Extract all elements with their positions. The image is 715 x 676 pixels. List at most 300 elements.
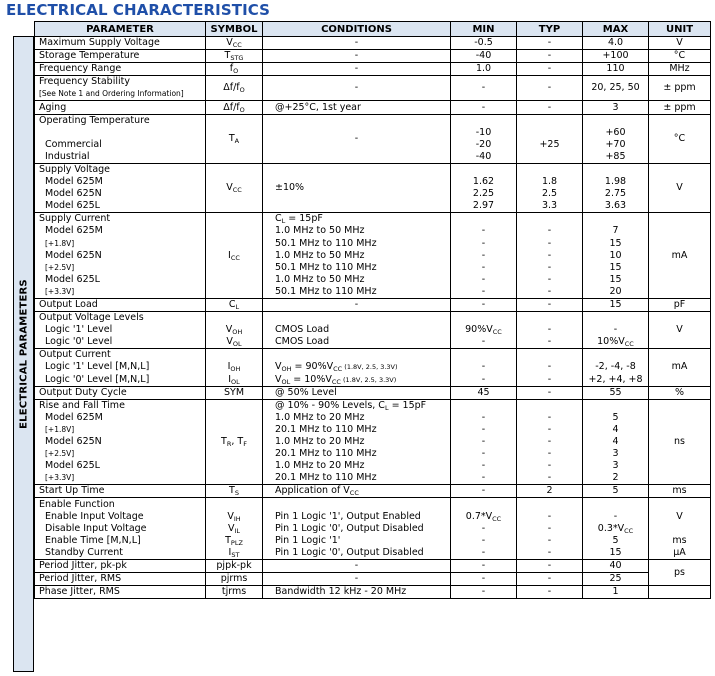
max-cell (583, 262, 649, 274)
subscript: L (384, 403, 389, 412)
cell-note: 50.1 MHz to 110 MHz (275, 237, 377, 249)
max-cell (583, 472, 649, 485)
typ-cell: - (517, 460, 583, 472)
unit-cell: ± ppm (649, 101, 711, 114)
max-cell (583, 485, 649, 498)
parameter-cell: Logic '1' Level (35, 324, 206, 336)
table-row (35, 424, 711, 436)
unit-cell: ms (649, 485, 711, 498)
subscript: CC (333, 365, 343, 374)
typ-cell: - (517, 559, 583, 572)
table-row (35, 535, 711, 547)
parameter-cell: Disable Input Voltage (35, 523, 206, 535)
parameter-cell: Standby Current (35, 547, 206, 560)
cell-note: ±10% (275, 182, 305, 194)
cell-note: 4 (612, 436, 619, 448)
max-cell (583, 523, 649, 535)
unit-cell: % (649, 386, 711, 399)
max-cell (583, 312, 649, 325)
cell-note: - (354, 132, 359, 144)
table-row (35, 250, 711, 262)
cell-note: T (229, 485, 235, 497)
min-cell (451, 200, 517, 213)
symbol-cell (206, 523, 263, 535)
max-cell (583, 498, 649, 511)
cell-note: 1.0 MHz to 20 MHz (275, 411, 365, 423)
symbol-cell (206, 37, 263, 50)
typ-cell: - (517, 324, 583, 336)
unit-cell: ns (649, 399, 711, 485)
cell-note: V (226, 336, 233, 348)
sidebar-label: ELECTRICAL PARAMETERS (18, 279, 29, 429)
cell-note: 20.1 MHz to 110 MHz (275, 423, 377, 435)
subscript: PLZ (230, 538, 243, 547)
table-row (35, 274, 711, 286)
min-cell (451, 101, 517, 114)
cell-note: I (228, 249, 231, 261)
cell-note: (1.8V, 2.5, 3.3V) (342, 363, 398, 372)
symbol-cell (206, 386, 263, 399)
parameter-cell: [See Note 1 and Ordering Information] (35, 88, 206, 101)
cell-note: Bandwidth 12 kHz - 20 MHz (275, 586, 407, 598)
condition-cell (263, 312, 451, 325)
max-cell (583, 547, 649, 560)
parameter-cell: Model 625N (35, 250, 206, 262)
parameter-cell: Model 625L (35, 274, 206, 286)
typ-cell: - (517, 573, 583, 586)
table-row (35, 76, 711, 89)
typ-cell: - (517, 101, 583, 114)
cell-note: tjrms (221, 586, 247, 598)
cell-note: - (481, 546, 486, 558)
min-cell (451, 586, 517, 599)
typ-cell: - (517, 523, 583, 535)
typ-cell: - (517, 424, 583, 436)
typ-cell: - (517, 586, 583, 599)
cell-note: - (481, 559, 486, 571)
cell-note: 15 (609, 273, 622, 285)
table-row (35, 374, 711, 387)
typ-cell (517, 151, 583, 164)
cell-note: 20.1 MHz to 110 MHz (275, 472, 377, 484)
cell-note: V (227, 510, 234, 522)
condition-cell (263, 101, 451, 114)
unit-cell: V (649, 37, 711, 50)
unit-cell: mA (649, 213, 711, 299)
cell-note: Δf/f (223, 101, 240, 113)
condition-cell (263, 76, 451, 101)
table-row (35, 547, 711, 560)
max-cell (583, 535, 649, 547)
max-cell (583, 238, 649, 250)
cell-note: 20, 25, 50 (591, 82, 640, 94)
cell-note: -40 (475, 50, 492, 62)
table-row (35, 361, 711, 373)
max-cell (583, 225, 649, 237)
min-cell (451, 485, 517, 498)
symbol-cell (206, 361, 263, 373)
max-cell (583, 127, 649, 139)
min-cell (451, 559, 517, 572)
cell-note: - (481, 373, 486, 385)
cell-note: 5 (612, 411, 619, 423)
parameter-cell: Model 625M (35, 412, 206, 424)
table-row (35, 448, 711, 460)
unit-cell: V (649, 498, 711, 535)
condition-cell (263, 559, 451, 572)
table-row (35, 50, 711, 63)
parameter-cell: Enable Input Voltage (35, 511, 206, 523)
cell-note: T (224, 50, 231, 62)
parameter-cell: Period Jitter, pk-pk (35, 559, 206, 572)
table-row (35, 37, 711, 50)
cell-note: - (481, 460, 486, 472)
table-row (35, 386, 711, 399)
table-row (35, 225, 711, 237)
typ-cell: 3.3 (517, 200, 583, 213)
table-row (35, 262, 711, 274)
typ-cell: - (517, 547, 583, 560)
cell-note: - (481, 299, 486, 311)
min-cell (451, 460, 517, 472)
typ-cell: - (517, 336, 583, 349)
cell-note: Pin 1 Logic '1' (275, 534, 341, 546)
subscript: R (226, 440, 232, 449)
max-cell (583, 511, 649, 523)
typ-cell: - (517, 535, 583, 547)
cell-note: V (275, 373, 282, 385)
cell-note: - (481, 534, 486, 546)
symbol-cell (206, 63, 263, 76)
cell-note: 5 (612, 485, 619, 497)
condition-cell (263, 586, 451, 599)
max-cell (583, 412, 649, 424)
min-cell (451, 349, 517, 362)
parameter-cell: Maximum Supply Voltage (35, 37, 206, 50)
symbol-cell (206, 213, 263, 299)
symbol-cell (206, 336, 263, 349)
parameter-cell: Logic '0' Level [M,N,L] (35, 374, 206, 387)
cell-note: 110 (606, 63, 625, 75)
min-cell (451, 238, 517, 250)
typ-cell (517, 114, 583, 127)
parameter-cell: Output Voltage Levels (35, 312, 206, 325)
table-row (35, 436, 711, 448)
condition-cell (263, 225, 451, 237)
cell-note: = 90%V (291, 361, 334, 373)
cell-note: 1 (612, 586, 619, 598)
max-cell (583, 37, 649, 50)
typ-cell: - (517, 274, 583, 286)
unit-cell: ps (649, 559, 711, 585)
symbol-cell (206, 485, 263, 498)
parameter-cell: Model 625M (35, 176, 206, 188)
parameter-cell: Model 625N (35, 436, 206, 448)
cell-note: I (227, 361, 231, 373)
subscript: CC (624, 340, 634, 349)
max-cell (583, 50, 649, 63)
table-row (35, 399, 711, 412)
cell-note: 15 (609, 299, 622, 311)
cell-note: 2 (612, 472, 619, 484)
cell-note: 40 (609, 559, 622, 571)
symbol-cell (206, 399, 263, 485)
cell-note: +100 (602, 50, 629, 62)
symbol-cell (206, 547, 263, 560)
subscript: CC (624, 526, 634, 535)
max-cell (583, 139, 649, 151)
min-cell (451, 151, 517, 164)
cell-note: - (354, 63, 359, 75)
cell-note: 10%V (597, 336, 625, 348)
unit-cell: °C (649, 114, 711, 163)
table-row (35, 559, 711, 572)
condition-cell (263, 50, 451, 63)
cell-note: 15 (609, 261, 622, 273)
table-row (35, 213, 711, 226)
parameter-cell: Model 625L (35, 200, 206, 213)
header-typ: TYP (517, 22, 583, 37)
parameter-cell: Start Up Time (35, 485, 206, 498)
table-row (35, 324, 711, 336)
cell-note: - (613, 324, 618, 336)
cell-note: +70 (605, 138, 626, 150)
cell-note: 7 (612, 225, 619, 237)
cell-note: V (225, 324, 233, 336)
cell-note: - (354, 37, 359, 49)
typ-cell (517, 498, 583, 511)
parameter-cell: [+3.3V] (35, 472, 206, 485)
subscript: OH (230, 365, 241, 374)
header-min: MIN (451, 22, 517, 37)
typ-cell: 2.5 (517, 188, 583, 200)
parameter-cell: Enable Time [M,N,L] (35, 535, 206, 547)
cell-note: , T (231, 436, 244, 448)
symbol-cell (206, 535, 263, 547)
cell-note: - (354, 50, 359, 62)
cell-note: V (275, 361, 282, 373)
parameter-cell: [+1.8V] (35, 238, 206, 250)
table-row (35, 238, 711, 250)
cell-note: @ 10% - 90% Levels, C (275, 399, 385, 411)
cell-note: Pin 1 Logic '0', Output Disabled (275, 546, 424, 558)
unit-cell: μA (649, 547, 711, 560)
cell-note: - (481, 261, 486, 273)
typ-cell: - (517, 412, 583, 424)
symbol-cell (206, 349, 263, 362)
table-row (35, 349, 711, 362)
condition-cell (263, 374, 451, 387)
cell-note: T (228, 132, 235, 144)
cell-note: 1.0 MHz to 50 MHz (275, 225, 365, 237)
subscript: CC (492, 328, 502, 337)
min-cell (451, 412, 517, 424)
subscript: STG (230, 54, 244, 63)
max-cell (583, 559, 649, 572)
min-cell (451, 63, 517, 76)
unit-cell: V (649, 163, 711, 212)
typ-cell: - (517, 361, 583, 373)
symbol-cell (206, 511, 263, 523)
parameter-cell: Aging (35, 101, 206, 114)
typ-cell: 1.8 (517, 176, 583, 188)
min-cell (451, 262, 517, 274)
parameter-cell: [+2.5V] (35, 262, 206, 274)
typ-cell: - (517, 225, 583, 237)
cell-note: 5 (612, 534, 619, 546)
min-cell (451, 386, 517, 399)
cell-note: - (481, 586, 486, 598)
min-cell (451, 448, 517, 460)
symbol-cell (206, 114, 263, 163)
cell-note: +85 (605, 150, 626, 162)
typ-cell (517, 127, 583, 139)
symbol-cell (206, 312, 263, 325)
condition-cell (263, 498, 451, 511)
cell-note: -40 (475, 150, 492, 162)
parameter-cell: Model 625L (35, 460, 206, 472)
cell-note: 25 (609, 573, 622, 585)
typ-cell: - (517, 238, 583, 250)
max-cell (583, 163, 649, 176)
min-cell (451, 50, 517, 63)
min-cell (451, 76, 517, 101)
subscript: OL (232, 340, 242, 349)
typ-cell: - (517, 286, 583, 299)
max-cell (583, 424, 649, 436)
cell-note: - (481, 472, 486, 484)
subscript: O (239, 86, 245, 95)
cell-note: 3 (612, 448, 619, 460)
condition-cell (263, 460, 451, 472)
table-row (35, 163, 711, 176)
typ-cell (517, 349, 583, 362)
header-symbol: SYMBOL (206, 22, 263, 37)
table-row (35, 485, 711, 498)
table-row (35, 523, 711, 535)
parameter-cell: Logic '1' Level [M,N,L] (35, 361, 206, 373)
header-conditions: CONDITIONS (263, 22, 451, 37)
condition-cell (263, 361, 451, 373)
cell-note: -20 (475, 138, 492, 150)
condition-cell (263, 573, 451, 586)
cell-note: 1.0 MHz to 20 MHz (275, 436, 365, 448)
cell-note: - (481, 336, 486, 348)
condition-cell (263, 63, 451, 76)
typ-cell: - (517, 262, 583, 274)
parameter-cell: Operating Temperature (35, 114, 206, 127)
cell-note: - (481, 249, 486, 261)
condition-cell (263, 286, 451, 299)
cell-note: @ 50% Level (275, 386, 337, 398)
min-cell (451, 523, 517, 535)
typ-cell (517, 163, 583, 176)
condition-cell (263, 448, 451, 460)
cell-note: 4.0 (607, 37, 624, 49)
cell-note: 2.25 (472, 188, 495, 200)
condition-cell (263, 274, 451, 286)
condition-cell (263, 250, 451, 262)
condition-cell (263, 424, 451, 436)
header-parameter: PARAMETER (35, 22, 206, 37)
cell-note: - (354, 82, 359, 94)
cell-note: - (354, 559, 359, 571)
condition-cell (263, 238, 451, 250)
max-cell (583, 151, 649, 164)
symbol-cell (206, 498, 263, 511)
cell-note: SYM (223, 386, 245, 398)
condition-cell (263, 535, 451, 547)
cell-note: = 15pF (285, 213, 323, 225)
max-cell (583, 250, 649, 262)
min-cell (451, 498, 517, 511)
header-max: MAX (583, 22, 649, 37)
cell-note: V (226, 37, 233, 49)
cell-note: T (221, 436, 227, 448)
cell-note: - (481, 573, 486, 585)
table-row (35, 573, 711, 586)
cell-note: 1.0 MHz to 50 MHz (275, 273, 365, 285)
cell-note: I (228, 546, 232, 558)
max-cell (583, 188, 649, 200)
max-cell (583, 460, 649, 472)
subscript: OH (281, 365, 292, 374)
subscript: ST (231, 550, 240, 559)
table-row (35, 498, 711, 511)
cell-note: 2.97 (472, 200, 495, 212)
table-row (35, 336, 711, 349)
cell-note: V (226, 182, 233, 194)
symbol-cell (206, 374, 263, 387)
symbol-cell (206, 586, 263, 599)
cell-note: 15 (609, 546, 622, 558)
unit-cell: ms (649, 535, 711, 547)
unit-cell: mA (649, 349, 711, 386)
typ-cell: - (517, 63, 583, 76)
cell-note: 15 (609, 237, 622, 249)
header-row (35, 22, 711, 37)
unit-cell: MHz (649, 63, 711, 76)
cell-note: 0.7*V (465, 510, 493, 522)
typ-cell: - (517, 448, 583, 460)
min-cell (451, 511, 517, 523)
max-cell (583, 274, 649, 286)
cell-note: 50.1 MHz to 110 MHz (275, 261, 377, 273)
cell-note: V (227, 522, 235, 534)
cell-note: 0.3*V (597, 522, 625, 534)
cell-note: - (481, 361, 486, 373)
subscript: L (281, 217, 286, 226)
cell-note: 45 (477, 386, 490, 398)
parameter-cell: Enable Function (35, 498, 206, 511)
electrical-characteristics-table (34, 21, 711, 599)
cell-note: @+25°C, 1st year (275, 101, 361, 113)
unit-cell: pF (649, 298, 711, 311)
min-cell (451, 298, 517, 311)
subscript: A (234, 136, 240, 145)
cell-note: - (481, 237, 486, 249)
cell-note: 3.63 (604, 200, 627, 212)
condition-cell (263, 324, 451, 336)
cell-note: 1.62 (472, 176, 495, 188)
cell-note: - (481, 225, 486, 237)
cell-note: - (354, 573, 359, 585)
cell-note: CMOS Load (275, 336, 330, 348)
cell-note: - (481, 273, 486, 285)
subscript: O (239, 105, 245, 114)
cell-note: -2, -4, -8 (595, 361, 636, 373)
subscript: CC (232, 41, 242, 50)
